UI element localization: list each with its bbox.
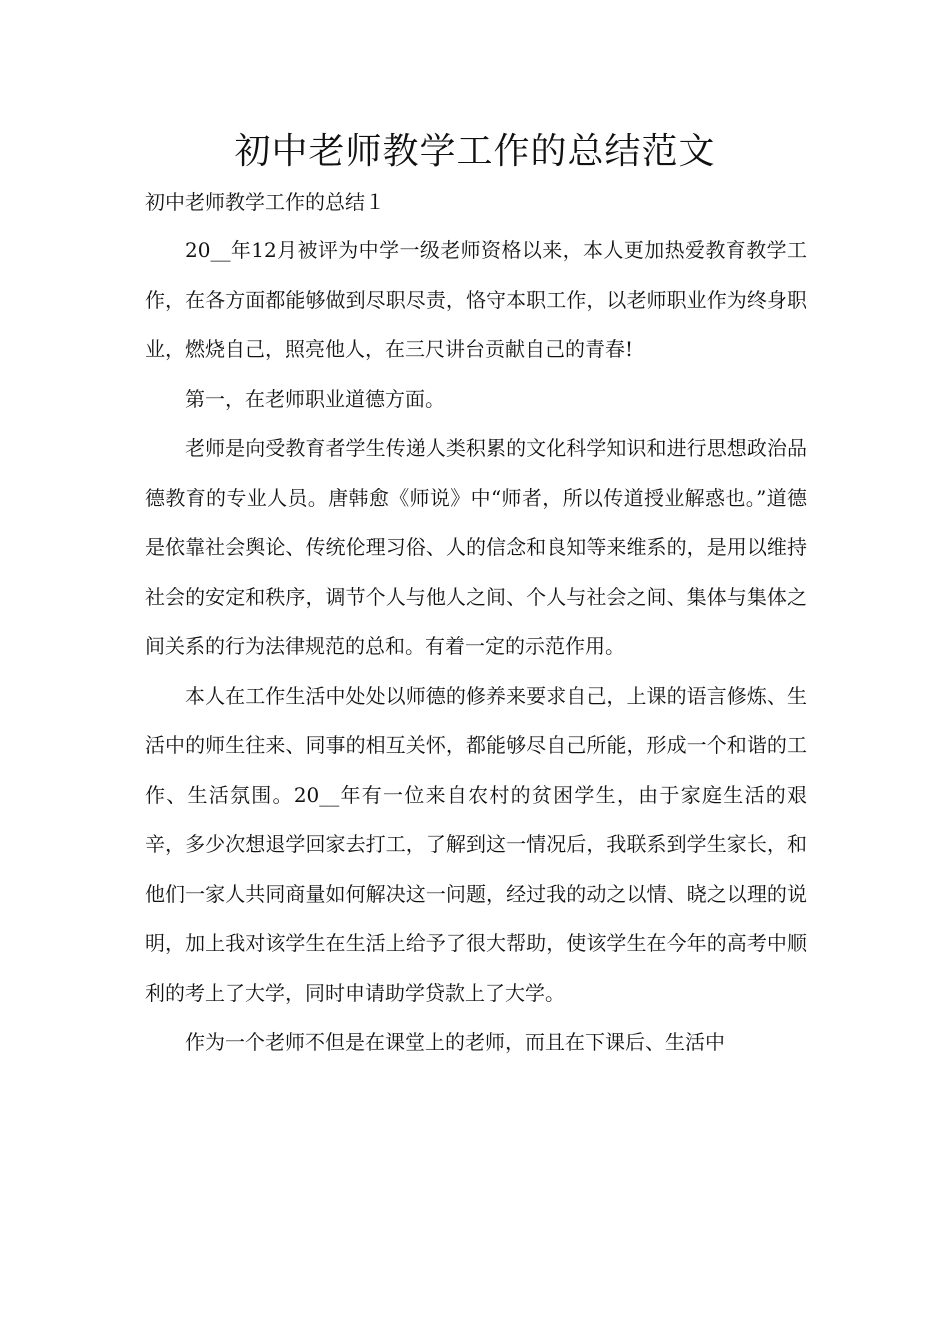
paragraph: 老师是向受教育者学生传递人类积累的文化科学知识和进行思想政治品德教育的专业人员。唐韩愈《师说》中“师者，所以传道授业解惑也。”道德是依靠社会舆论、传统伦理习俗、人的信念和良知等来维系的，是用以维持社会的安定和秩序，调节个人与他人之间、个人与社会之间、集体与集体之间关系的行为法律规范的总和。有着一定的示范作用。 xyxy=(145,436,807,658)
document-title: 初中老师教学工作的总结范文 xyxy=(234,131,716,172)
paragraph: 第一，在老师职业道德方面。 xyxy=(185,386,445,411)
paragraph: 20__年12月被评为中学一级老师资格以来，本人更加热爱教育教学工作，在各方面都能够做到尽职尽责，恪守本职工作，以老师职业作为终身职业，燃烧自己，照亮他人，在三尺讲台贡献自己的青春! xyxy=(145,238,807,361)
paragraph: 作为一个老师不但是在课堂上的老师，而且在下课后、生活中 xyxy=(185,1030,725,1054)
document-body xyxy=(145,226,807,1068)
document-subtitle: 初中老师教学工作的总结１ xyxy=(145,190,385,214)
paragraph: 本人在工作生活中处处以师德的修养来要求自己，上课的语言修炼、生活中的师生往来、同事的相互关怀，都能够尽自己所能，形成一个和谐的工作、生活氛围。20__年有一位来自农村的贫困学生，由于家庭生活的艰辛，多少次想退学回家去打工，了解到这一情况后，我联系到学生家长，和他们一家人共同商量如何解决这一问题，经过我的动之以情、晓之以理的说明，加上我对该学生在生活上给予了很大帮助，使该学生在今年的高考中顺利的考上了大学，同时申请助学贷款上了大学。 xyxy=(145,683,807,1005)
